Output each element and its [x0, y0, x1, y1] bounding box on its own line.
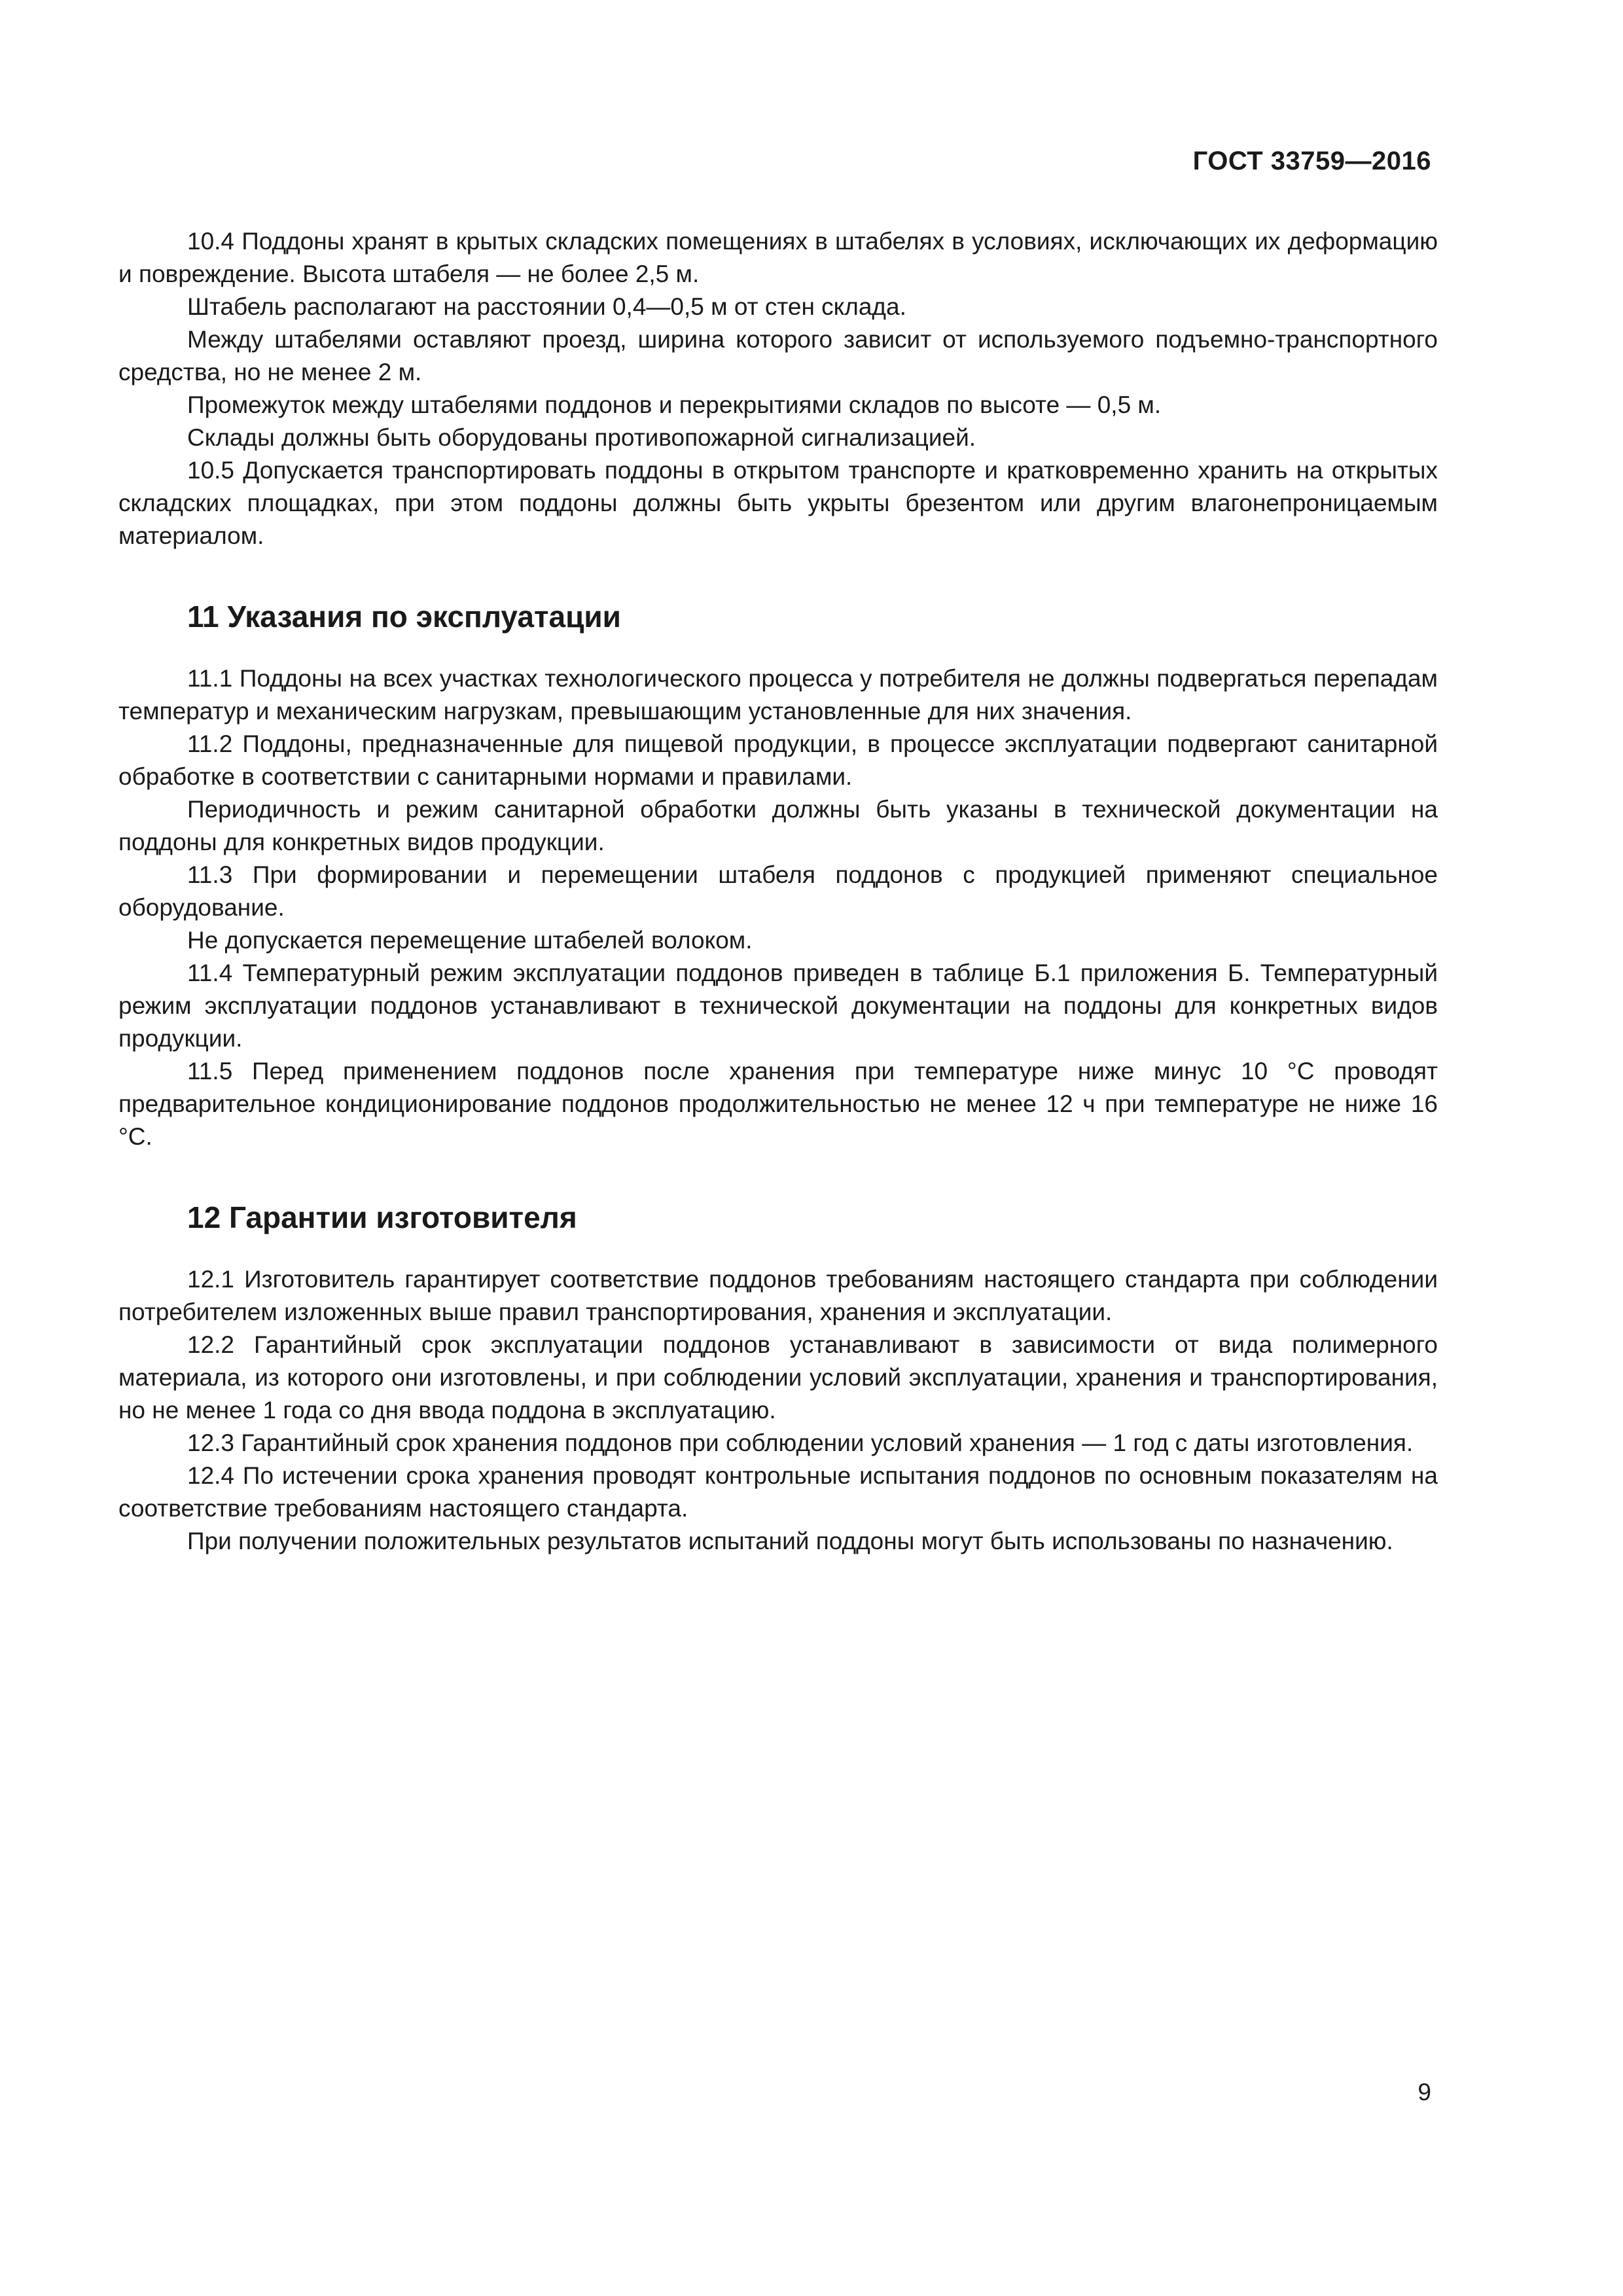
- paragraph-12-2: 12.2 Гарантийный срок эксплуатации поддонов устанавливают в зависимости от вида полимерного материала, из которого они изготовлены, и при соблюдении условий эксплуатации, хранения и транспортирования, но не менее 1 года со дня ввода поддона в эксплуатацию.: [118, 1331, 1438, 1424]
- page-number: 9: [1418, 2079, 1431, 2106]
- section-12-title: 12 Гарантии изготовителя: [187, 1200, 577, 1234]
- paragraph-12-4: 12.4 По истечении срока хранения проводят контрольные испытания поддонов по основным показателям на соответствие требованиям настоящего стандарта.: [118, 1462, 1438, 1522]
- paragraph-11-5: 11.5 Перед применением поддонов после хранения при температуре ниже минус 10 °С проводят предварительное кондиционирование поддонов продолжительностью не менее 12 ч при температуре не ниже 16 °С.: [118, 1058, 1438, 1150]
- paragraph-11-4: 11.4 Температурный режим эксплуатации поддонов приведен в таблице Б.1 приложения Б. Температурный режим эксплуатации поддонов устанавливают в технической документации на поддоны для конкретных видов продукции.: [118, 960, 1438, 1052]
- paragraph-fire-alarm: Склады должны быть оборудованы противопожарной сигнализацией.: [187, 424, 976, 451]
- document-header-id: ГОСТ 33759—2016: [1192, 147, 1431, 175]
- paragraph-12-3: 12.3 Гарантийный срок хранения поддонов при соблюдении условий хранения — 1 год с даты изготовления.: [187, 1429, 1414, 1456]
- document-body: [118, 225, 1438, 1558]
- paragraph-11-2: 11.2 Поддоны, предназначенные для пищевой продукции, в процессе эксплуатации подвергают санитарной обработке в соответствии с санитарными нормами и правилами.: [118, 730, 1438, 790]
- paragraph-stack-gap: Промежуток между штабелями поддонов и перекрытиями складов по высоте — 0,5 м.: [187, 391, 1162, 418]
- paragraph-12-1: 12.1 Изготовитель гарантирует соответствие поддонов требованиям настоящего стандарта при соблюдении потребителем изложенных выше правил транспортирования, хранения и эксплуатации.: [118, 1266, 1438, 1325]
- paragraph-no-dragging: Не допускается перемещение штабелей волоком.: [187, 927, 753, 954]
- paragraph-test-results: При получении положительных результатов испытаний поддоны могут быть использованы по назначению.: [187, 1528, 1393, 1554]
- paragraph-11-3: 11.3 При формировании и перемещении штабеля поддонов с продукцией применяют специальное оборудование.: [118, 861, 1438, 921]
- section-11-title: 11 Указания по эксплуатации: [187, 600, 621, 634]
- paragraph-stack-distance: Штабель располагают на расстоянии 0,4—0,5 м от стен склада.: [187, 293, 906, 320]
- paragraph-stack-passage: Между штабелями оставляют проезд, ширина которого зависит от используемого подъемно-транспортного средства, но не менее 2 м.: [118, 326, 1438, 386]
- paragraph-10-5: 10.5 Допускается транспортировать поддоны в открытом транспорте и кратковременно хранить на открытых складских площадках, при этом поддоны должны быть укрыты брезентом или другим влагонепроницаемым материалом.: [118, 457, 1438, 549]
- paragraph-11-1: 11.1 Поддоны на всех участках технологического процесса у потребителя не должны подвергаться перепадам температур и механическим нагрузкам, превышающим установленные для них значения.: [118, 665, 1438, 725]
- paragraph-10-4: 10.4 Поддоны хранят в крытых складских помещениях в штабелях в условиях, исключающих их деформацию и повреждение. Высота штабеля — не более 2,5 м.: [118, 228, 1438, 287]
- paragraph-sanitary-periodicity: Периодичность и режим санитарной обработки должны быть указаны в технической документации на поддоны для конкретных видов продукции.: [118, 796, 1438, 855]
